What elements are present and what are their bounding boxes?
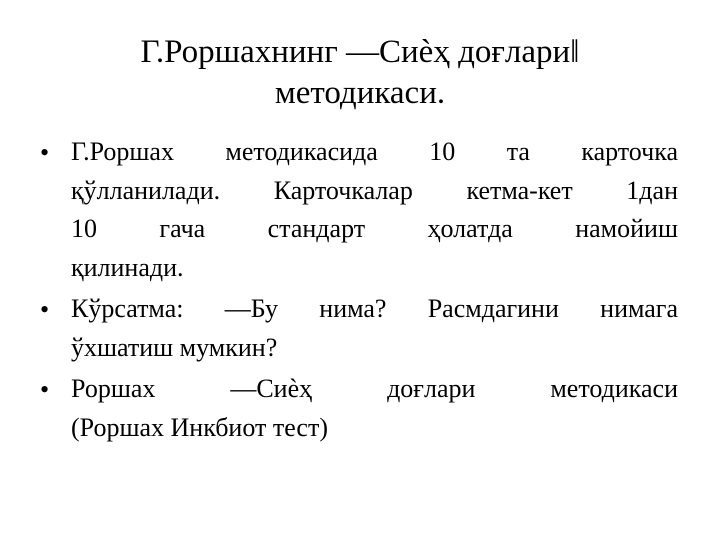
bullet-1-line-4: қилинади.	[71, 252, 184, 282]
bullet-2-line-2: ўхшатиш мумкин?	[71, 332, 278, 362]
bullet-text-3	[71, 370, 678, 447]
slide-title-line-2: методикаси.	[274, 75, 446, 111]
bullet-3-line-2: (Роршах Инкбиот тест)	[71, 412, 328, 442]
bullet-point-icon: •	[40, 138, 50, 167]
bullet-text-2	[71, 290, 678, 367]
bullet-1-line-1: Г.Роршах методикасида 10 та карточка	[71, 137, 678, 166]
bullet-1-line-3: 10 гача стандарт ҳолатда намойиш	[71, 214, 678, 243]
bullet-item-2	[40, 290, 678, 367]
bullet-item-3	[40, 370, 678, 447]
bullet-point-icon: •	[40, 295, 50, 324]
bullet-text-1	[71, 133, 678, 287]
bullet-2-line-1: Кўрсатма: ―Бу нима? Расмдагини нимага	[71, 294, 678, 323]
bullet-3-line-1: Роршах ―Сиѐҳ доғлари методикаси	[71, 374, 678, 403]
bullet-1-line-2: қўлланилади. Карточкалар кетма-кет 1дан	[71, 175, 678, 205]
slide-title	[60, 32, 660, 114]
bullet-item-1	[40, 133, 678, 287]
slide-title-line-1: Г.Роршахнинг ―Сиѐҳ доғлари‖	[140, 34, 580, 70]
bullet-point-icon: •	[40, 375, 50, 404]
bullet-list	[40, 133, 678, 450]
